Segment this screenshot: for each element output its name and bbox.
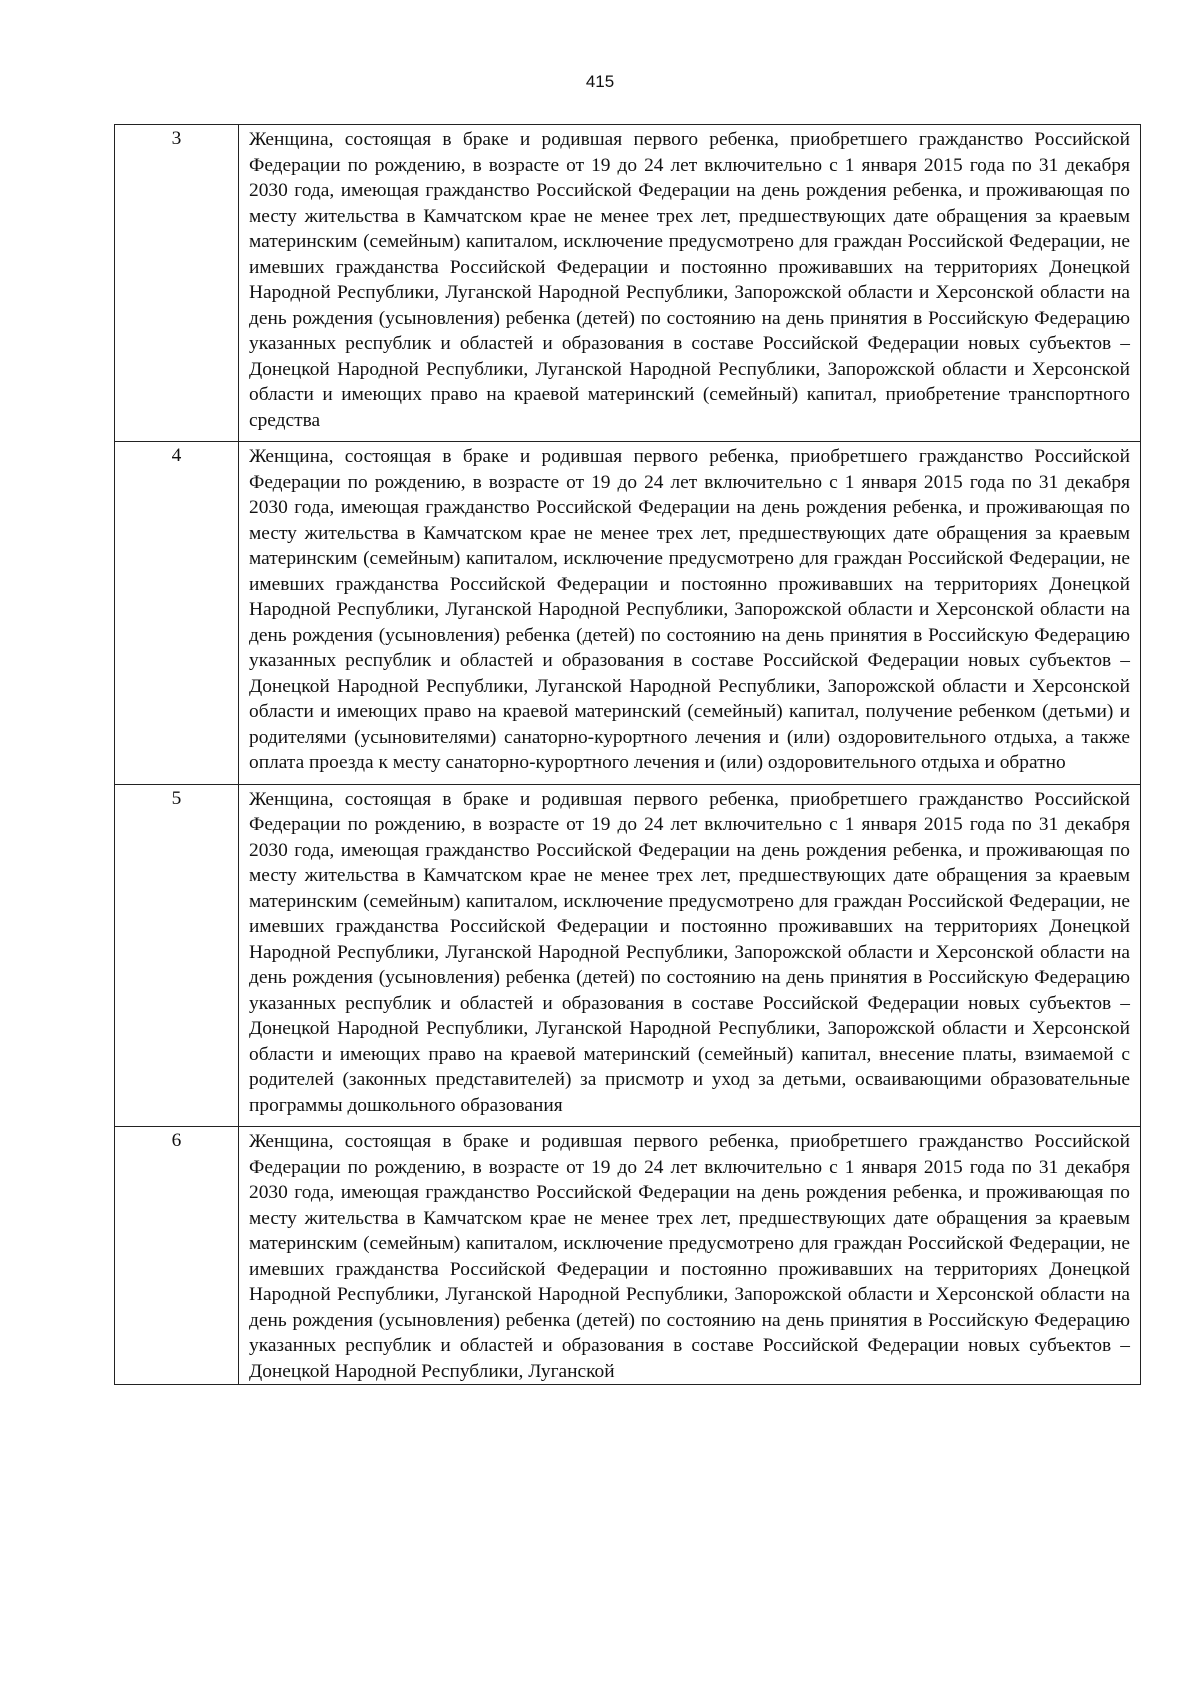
row-description: Женщина, состоящая в браке и родившая первого ребенка, приобретшего гражданство Российской Федерации по рождению, в возрасте от 19 до 24 лет включительно с 1 января 2015 года по 31 декабря 2030 года, имеющая гражданство Российской Федерации на день рождения ребенка, и проживающая по месту жительства в Камчатском крае не менее трех лет, предшествующих дате обращения за краевым материнским (семейным) капиталом, исключение предусмотрено для граждан Российской Федерации, не имевших гражданства Российской Федерации и постоянно проживавших на территориях Донецкой Народной Республики, Луганской Народной Республики, Запорожской области и Херсонской области на день рождения (усыновления) ребенка (детей) по состоянию на день принятия в Российскую Федерацию указанных республик и областей и образования в составе Российской Федерации новых субъектов – Донецкой Народной Республики, Луганской	[239, 1127, 1141, 1385]
benefits-table	[114, 124, 1141, 1385]
row-number: 5	[115, 784, 239, 1127]
table-row	[115, 442, 1141, 785]
table-row	[115, 784, 1141, 1127]
row-number: 6	[115, 1127, 239, 1385]
page-number: 415	[585, 72, 615, 91]
row-number: 3	[115, 125, 239, 442]
row-description: Женщина, состоящая в браке и родившая первого ребенка, приобретшего гражданство Российской Федерации по рождению, в возрасте от 19 до 24 лет включительно с 1 января 2015 года по 31 декабря 2030 года, имеющая гражданство Российской Федерации на день рождения ребенка, и проживающая по месту жительства в Камчатском крае не менее трех лет, предшествующих дате обращения за краевым материнским (семейным) капиталом, исключение предусмотрено для граждан Российской Федерации, не имевших гражданства Российской Федерации и постоянно проживавших на территориях Донецкой Народной Республики, Луганской Народной Республики, Запорожской области и Херсонской области на день рождения (усыновления) ребенка (детей) по состоянию на день принятия в Российскую Федерацию указанных республик и областей и образования в составе Российской Федерации новых субъектов – Донецкой Народной Республики, Луганской Народной Республики, Запорожской области и Херсонской области и имеющих право на краевой материнский (семейный) капитал, приобретение транспортного средства	[239, 125, 1141, 442]
row-description: Женщина, состоящая в браке и родившая первого ребенка, приобретшего гражданство Российской Федерации по рождению, в возрасте от 19 до 24 лет включительно с 1 января 2015 года по 31 декабря 2030 года, имеющая гражданство Российской Федерации на день рождения ребенка, и проживающая по месту жительства в Камчатском крае не менее трех лет, предшествующих дате обращения за краевым материнским (семейным) капиталом, исключение предусмотрено для граждан Российской Федерации, не имевших гражданства Российской Федерации и постоянно проживавших на территориях Донецкой Народной Республики, Луганской Народной Республики, Запорожской области и Херсонской области на день рождения (усыновления) ребенка (детей) по состоянию на день принятия в Российскую Федерацию указанных республик и областей и образования в составе Российской Федерации новых субъектов – Донецкой Народной Республики, Луганской Народной Республики, Запорожской области и Херсонской области и имеющих право на краевой материнский (семейный) капитал, получение ребенком (детьми) и родителями (усыновителями) санаторно-курортного лечения и (или) оздоровительного отдыха, а также оплата проезда к месту санаторно-курортного лечения и (или) оздоровительного отдыха и обратно	[239, 442, 1141, 785]
row-number: 4	[115, 442, 239, 785]
table-row	[115, 125, 1141, 442]
table-row	[115, 1127, 1141, 1385]
row-description: Женщина, состоящая в браке и родившая первого ребенка, приобретшего гражданство Российской Федерации по рождению, в возрасте от 19 до 24 лет включительно с 1 января 2015 года по 31 декабря 2030 года, имеющая гражданство Российской Федерации на день рождения ребенка, и проживающая по месту жительства в Камчатском крае не менее трех лет, предшествующих дате обращения за краевым материнским (семейным) капиталом, исключение предусмотрено для граждан Российской Федерации, не имевших гражданства Российской Федерации и постоянно проживавших на территориях Донецкой Народной Республики, Луганской Народной Республики, Запорожской области и Херсонской области на день рождения (усыновления) ребенка (детей) по состоянию на день принятия в Российскую Федерацию указанных республик и областей и образования в составе Российской Федерации новых субъектов – Донецкой Народной Республики, Луганской Народной Республики, Запорожской области и Херсонской области и имеющих право на краевой материнский (семейный) капитал, внесение платы, взимаемой с родителей (законных представителей) за присмотр и уход за детьми, осваивающими образовательные программы дошкольного образования	[239, 784, 1141, 1127]
